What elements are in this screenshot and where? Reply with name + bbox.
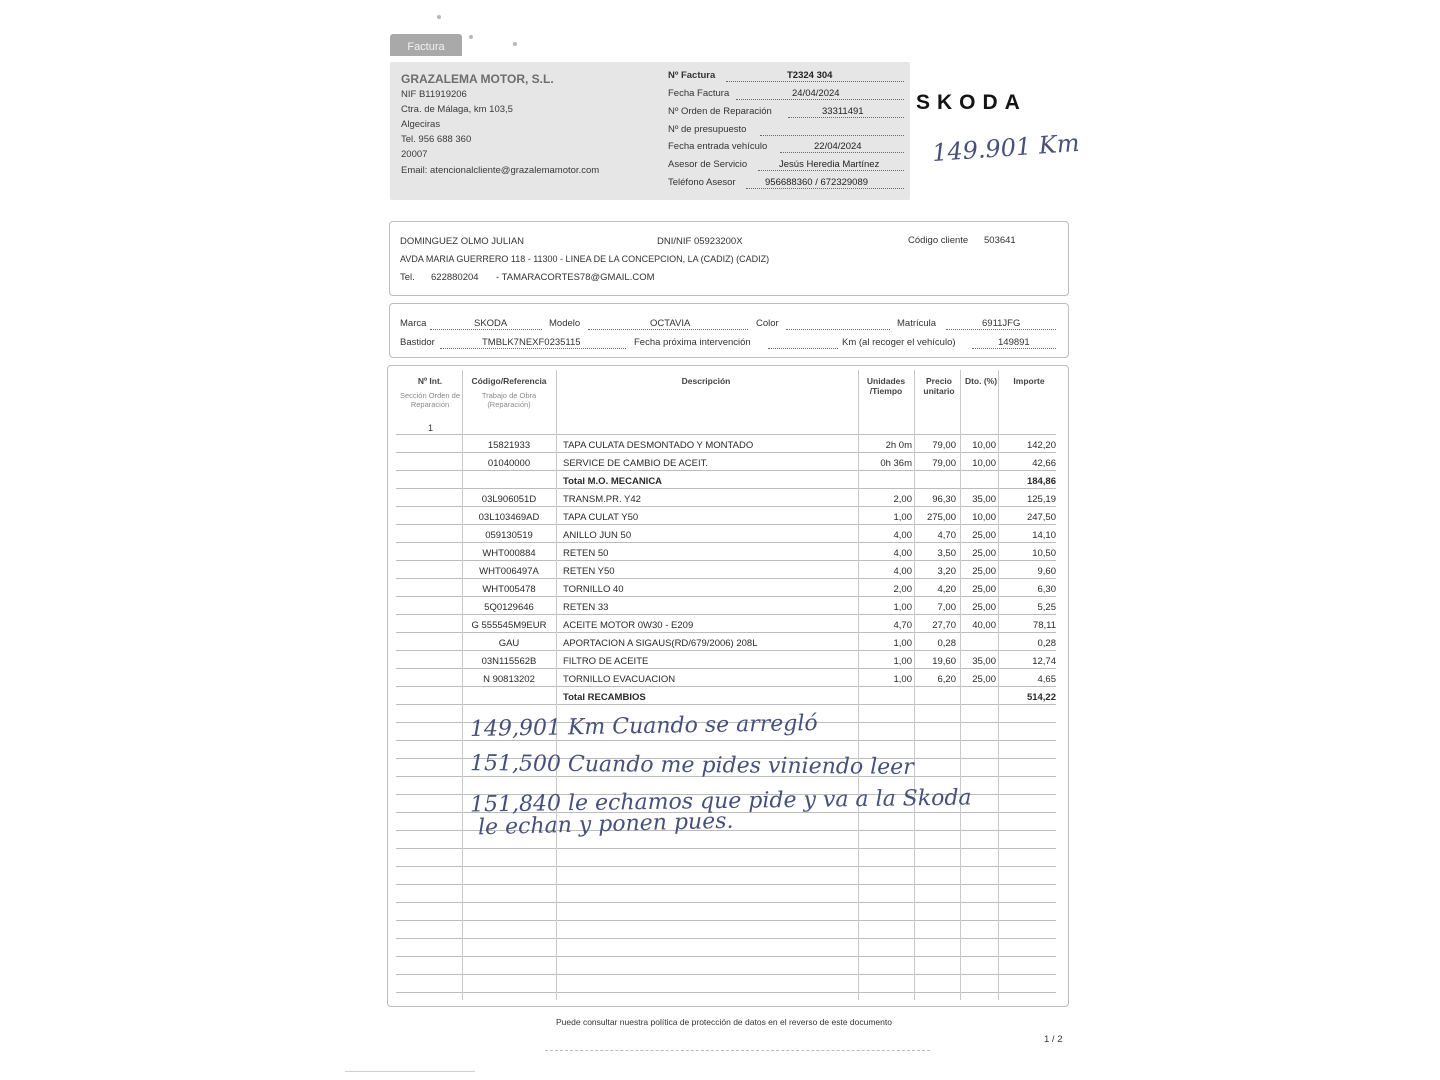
row-discount: 10,00	[972, 440, 996, 451]
row-line	[396, 848, 1056, 849]
row-line	[396, 920, 1056, 921]
vehicle-modelo-label: Modelo	[549, 318, 581, 329]
advisor-phone: 956688360 / 672329089	[765, 177, 869, 188]
vehicle-km: 149891	[998, 337, 1030, 348]
row-line	[396, 686, 1056, 687]
client-name: DOMINGUEZ OLMO JULIAN	[400, 236, 525, 247]
entry-date-label: Fecha entrada vehículo	[668, 141, 768, 152]
row-price: 0,28	[937, 638, 956, 649]
vehicle-matricula: 6911JFG	[982, 318, 1021, 329]
company-email: Email: atencionalcliente@grazalemamotor.com	[401, 165, 600, 176]
row-discount: 10,00	[972, 512, 996, 523]
header-code: Código/Referencia	[471, 376, 547, 386]
company-address: Ctra. de Málaga, km 103,5	[401, 104, 513, 115]
row-amount: 0,28	[1037, 638, 1056, 649]
row-line	[396, 974, 1056, 975]
row-code: 059130519	[485, 530, 533, 541]
budget-label: Nº de presupuesto	[668, 124, 747, 135]
header-units: Unidades /Tiempo	[866, 376, 906, 396]
row-line	[396, 902, 1056, 903]
row-amount: 125,19	[1026, 494, 1056, 505]
row-code: 03L906051D	[481, 494, 537, 505]
row-line	[396, 524, 1056, 525]
row-discount: 10,00	[972, 458, 996, 469]
row-units: 1,00	[893, 674, 912, 685]
row-code: 03L103469AD	[478, 512, 540, 523]
scan-speck	[437, 15, 441, 19]
scan-speck	[513, 42, 517, 46]
column-line	[462, 370, 463, 1000]
column-line	[960, 370, 961, 1000]
handwritten-note: le echan y ponen pues.	[477, 808, 734, 841]
invoice-date-label: Fecha Factura	[668, 88, 730, 99]
row-amount: 78,11	[1032, 620, 1056, 631]
row-description: TAPA CULATA DESMONTADO Y MONTADO	[563, 440, 754, 451]
client-tel: 622880204	[431, 272, 479, 283]
vehicle-box	[389, 303, 1069, 358]
handwritten-note: 149,901 Km Cuando se arregló	[469, 710, 818, 743]
row-description: APORTACION A SIGAUS(RD/679/2006) 208L	[563, 638, 758, 649]
invoice-number-label: Nº Factura	[668, 70, 716, 81]
client-code-label: Código cliente	[908, 235, 969, 246]
row-line	[396, 506, 1056, 507]
dotted-line	[780, 152, 904, 153]
row-description: TORNILLO EVACUACION	[563, 674, 676, 685]
advisor-phone-label: Teléfono Asesor	[668, 177, 736, 188]
row-price: 3,50	[937, 548, 956, 559]
row-discount: 25,00	[972, 530, 996, 541]
vehicle-marca: SKODA	[474, 318, 508, 329]
row-amount: 4,65	[1037, 674, 1056, 685]
column-line	[858, 370, 859, 1000]
row-description: Total RECAMBIOS	[563, 692, 646, 703]
row-price: 4,20	[937, 584, 956, 595]
dotted-line	[430, 329, 542, 330]
company-postal: 20007	[401, 149, 428, 160]
vehicle-next-label: Fecha próxima intervención	[634, 337, 751, 348]
row-discount: 25,00	[972, 548, 996, 559]
row-discount: 25,00	[972, 584, 996, 595]
header-price: Precio unitario	[923, 376, 955, 396]
row-amount: 184,86	[1026, 476, 1056, 487]
group-number: 1	[428, 423, 434, 433]
row-units: 1,00	[893, 512, 912, 523]
row-price: 4,70	[937, 530, 956, 541]
row-line	[396, 650, 1056, 651]
dotted-line	[736, 99, 904, 100]
dotted-line	[768, 348, 838, 349]
entry-date: 22/04/2024	[814, 141, 862, 152]
page-number: 1 / 2	[1044, 1034, 1063, 1045]
dotted-line	[726, 81, 904, 82]
row-amount: 514,22	[1026, 692, 1056, 703]
row-units: 0h 36m	[880, 458, 912, 469]
column-line	[556, 370, 557, 1000]
repair-order-label: Nº Orden de Reparación	[668, 106, 772, 117]
row-amount: 10,50	[1032, 548, 1056, 559]
row-line	[396, 866, 1056, 867]
company-city: Algeciras	[401, 119, 441, 130]
row-price: 6,20	[937, 674, 956, 685]
row-amount: 5,25	[1037, 602, 1056, 613]
row-price: 27,70	[932, 620, 956, 631]
row-discount: 25,00	[972, 674, 996, 685]
row-description: RETEN 33	[563, 602, 609, 613]
row-discount: 25,00	[972, 566, 996, 577]
repair-order: 33311491	[822, 106, 864, 117]
vehicle-bastidor: TMBLK7NEXF0235115	[482, 337, 581, 348]
row-units: 4,00	[893, 548, 912, 559]
row-units: 1,00	[893, 638, 912, 649]
row-code: 15821933	[487, 440, 531, 451]
row-description: FILTRO DE ACEITE	[563, 656, 649, 667]
row-code: N 90813202	[483, 674, 535, 685]
row-amount: 9,60	[1037, 566, 1056, 577]
row-units: 1,00	[893, 602, 912, 613]
company-nif: NIF B11919206	[401, 89, 467, 100]
row-amount: 12,74	[1032, 656, 1056, 667]
dotted-line	[758, 170, 904, 171]
row-description: TAPA CULAT Y50	[563, 512, 639, 523]
row-line	[396, 668, 1056, 669]
row-units: 2,00	[893, 584, 912, 595]
row-units: 4,00	[893, 530, 912, 541]
header-nint: Nº Int.	[417, 376, 443, 386]
row-line	[396, 956, 1056, 957]
vehicle-color-label: Color	[756, 318, 779, 329]
row-line	[396, 938, 1056, 939]
client-tel-label: Tel.	[400, 272, 415, 283]
row-code: 01040000	[487, 458, 531, 469]
row-code: WHT005478	[482, 584, 536, 595]
row-units: 2h 0m	[885, 440, 912, 451]
bottom-strip	[545, 1050, 930, 1051]
row-code: 5Q0129646	[484, 602, 534, 613]
row-amount: 6,30	[1037, 584, 1056, 595]
row-price: 79,00	[932, 458, 956, 469]
row-code: WHT000884	[482, 548, 536, 559]
dotted-line	[440, 348, 626, 349]
row-amount: 142,20	[1026, 440, 1056, 451]
row-line	[396, 434, 1056, 435]
row-units: 1,00	[893, 656, 912, 667]
row-price: 275,00	[926, 512, 956, 523]
row-description: RETEN 50	[563, 548, 609, 559]
row-discount: 25,00	[972, 602, 996, 613]
client-dni: DNI/NIF 05923200X	[657, 236, 743, 247]
row-price: 96,30	[932, 494, 956, 505]
row-discount: 35,00	[972, 656, 996, 667]
row-description: ANILLO JUN 50	[563, 530, 632, 541]
row-price: 7,00	[937, 602, 956, 613]
row-line	[396, 578, 1056, 579]
row-description: TRANSM.PR. Y42	[563, 494, 641, 505]
row-units: 4,70	[893, 620, 912, 631]
row-code: 03N115562B	[481, 656, 537, 667]
column-line	[914, 370, 915, 1000]
row-line	[396, 560, 1056, 561]
client-address: AVDA MARIA GUERRERO 118 - 11300 - LINEA DE LA CONCEPCION, LA (CADIZ) (CADIZ)	[400, 254, 770, 264]
vehicle-marca-label: Marca	[400, 318, 427, 329]
invoice-number: T2324 304	[787, 70, 833, 81]
row-line	[396, 614, 1056, 615]
invoice-date: 24/04/2024	[792, 88, 840, 99]
row-line	[396, 452, 1056, 453]
row-description: Total M.O. MECANICA	[563, 476, 663, 487]
header-amount: Importe	[1013, 376, 1045, 386]
handwritten-note: 151,840 le echamos que pide y va a la Skoda	[469, 785, 972, 818]
row-description: TORNILLO 40	[563, 584, 624, 595]
dotted-line	[588, 329, 748, 330]
row-line	[396, 542, 1056, 543]
row-line	[396, 884, 1056, 885]
dotted-line	[760, 135, 904, 136]
skoda-logo: SKODA	[916, 91, 1027, 114]
row-line	[396, 470, 1056, 471]
company-phone: Tel. 956 688 360	[401, 134, 472, 145]
header-code-sub: Trabajo de Obra (Reparación)	[481, 391, 537, 409]
header-nint-sub: Sección Orden de Reparación	[399, 391, 461, 409]
dotted-line	[786, 329, 890, 330]
advisor: Jesús Heredia Martínez	[779, 159, 880, 170]
row-description: ACEITE MOTOR 0W30 - E209	[563, 620, 694, 631]
row-units: 4,00	[893, 566, 912, 577]
row-discount: 35,00	[972, 494, 996, 505]
dotted-line	[972, 348, 1056, 349]
scan-speck	[469, 35, 473, 39]
bottom-strip	[345, 1071, 475, 1072]
row-line	[396, 632, 1056, 633]
row-description: RETEN Y50	[563, 566, 615, 577]
column-line	[998, 370, 999, 1000]
row-price: 3,20	[937, 566, 956, 577]
row-line	[396, 488, 1056, 489]
handwritten-km: 149.901 Km	[931, 128, 1081, 168]
vehicle-km-label: Km (al recoger el vehículo)	[842, 337, 956, 348]
client-email: - TAMARACORTES78@GMAIL.COM	[496, 272, 655, 283]
footer-privacy-text: Puede consultar nuestra política de protección de datos en el reverso de este documento	[556, 1017, 892, 1027]
factura-tab: Factura	[390, 34, 462, 56]
header-dto: Dto. (%)	[964, 376, 998, 386]
client-code: 503641	[984, 235, 1016, 246]
row-code: G 555545M9EUR	[471, 620, 547, 631]
vehicle-bastidor-label: Bastidor	[400, 337, 435, 348]
vehicle-modelo: OCTAVIA	[650, 318, 691, 329]
row-line	[396, 992, 1056, 993]
advisor-label: Asesor de Servicio	[668, 159, 748, 170]
row-price: 19,60	[932, 656, 956, 667]
row-line	[396, 704, 1056, 705]
vehicle-matricula-label: Matrícula	[897, 318, 937, 329]
row-amount: 14,10	[1032, 530, 1056, 541]
row-line	[396, 596, 1056, 597]
row-description: SERVICE DE CAMBIO DE ACEIT.	[563, 458, 709, 469]
row-units: 2,00	[893, 494, 912, 505]
handwritten-note: 151,500 Cuando me pides viniendo leer	[469, 751, 914, 780]
row-amount: 247,50	[1026, 512, 1056, 523]
company-name: GRAZALEMA MOTOR, S.L.	[401, 72, 554, 86]
dotted-line	[946, 329, 1056, 330]
row-code: WHT006497A	[479, 566, 539, 577]
header-desc: Descripción	[681, 376, 731, 386]
dotted-line	[788, 117, 904, 118]
row-amount: 42,66	[1032, 458, 1056, 469]
row-code: GAU	[498, 638, 520, 649]
row-price: 79,00	[932, 440, 956, 451]
dotted-line	[746, 188, 904, 189]
row-discount: 40,00	[972, 620, 996, 631]
